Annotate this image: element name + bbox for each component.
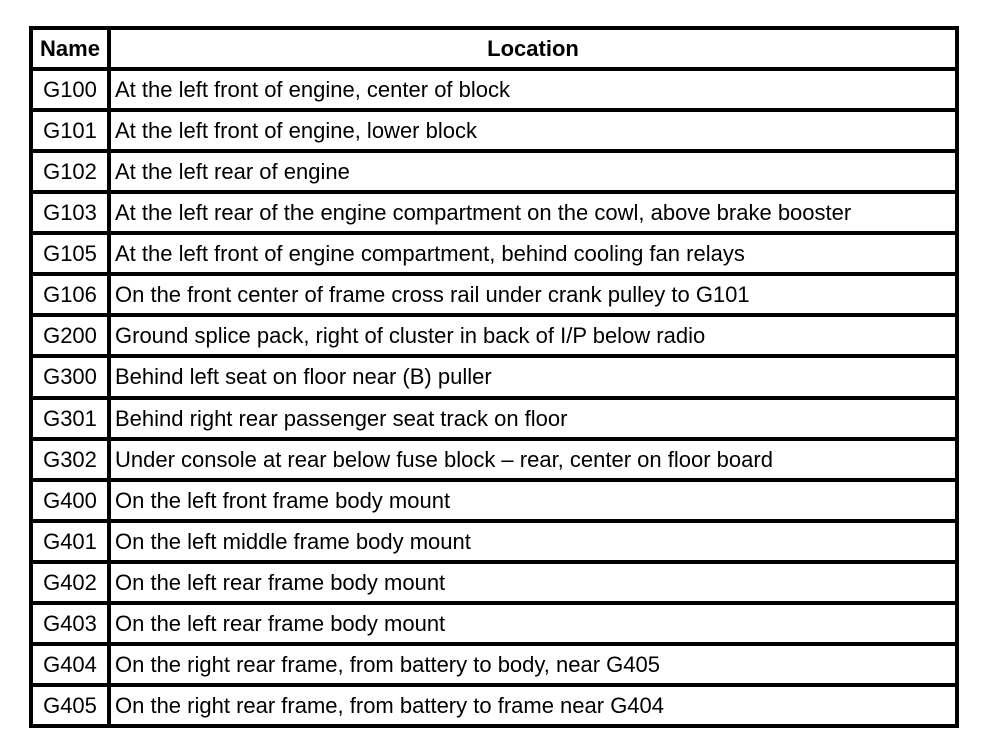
ground-name-cell: G404 [33, 646, 111, 687]
ground-location-cell: On the right rear frame, from battery to body, near G405 [111, 646, 955, 687]
ground-location-cell: Behind left seat on floor near (B) puller [111, 358, 955, 399]
ground-locations-table [33, 30, 955, 724]
ground-name-cell: G106 [33, 276, 111, 317]
ground-location-cell: At the left rear of the engine compartment on the cowl, above brake booster [111, 194, 955, 235]
table-row [33, 400, 955, 441]
ground-name-cell: G103 [33, 194, 111, 235]
table-row [33, 441, 955, 482]
ground-name-cell: G101 [33, 112, 111, 153]
table-row [33, 482, 955, 523]
ground-location-cell: Behind right rear passenger seat track on floor [111, 400, 955, 441]
table-row [33, 317, 955, 358]
ground-location-cell: At the left front of engine compartment, behind cooling fan relays [111, 235, 955, 276]
table-row [33, 358, 955, 399]
table-row [33, 276, 955, 317]
table-row [33, 71, 955, 112]
ground-locations-table-frame [29, 26, 959, 728]
table-row [33, 112, 955, 153]
ground-name-cell: G405 [33, 687, 111, 724]
ground-location-cell: At the left front of engine, lower block [111, 112, 955, 153]
ground-location-cell: On the right rear frame, from battery to frame near G404 [115, 692, 665, 718]
ground-location-cell: At the left rear of engine [111, 153, 955, 194]
ground-name-cell: G105 [33, 235, 111, 276]
table-header-row [33, 30, 955, 71]
ground-name-cell: G100 [33, 71, 111, 112]
ground-name-cell: G102 [33, 153, 111, 194]
table-row [33, 564, 955, 605]
table-row [33, 646, 955, 687]
ground-name-cell: G403 [33, 605, 111, 646]
ground-name-cell: G302 [33, 441, 111, 482]
column-header-location: Location [111, 30, 955, 71]
ground-location-cell: Ground splice pack, right of cluster in back of I/P below radio [111, 317, 955, 358]
ground-location-cell: On the left rear frame body mount [111, 564, 955, 605]
table-body [33, 71, 955, 724]
ground-name-cell: G300 [33, 358, 111, 399]
table-row [33, 235, 955, 276]
ground-location-cell: On the left rear frame body mount [111, 605, 955, 646]
ground-location-cell: At the left front of engine, center of block [111, 71, 955, 112]
ground-name-cell: G401 [33, 523, 111, 564]
ground-name-cell: G400 [33, 482, 111, 523]
column-header-name: Name [33, 30, 111, 71]
ground-name-cell: G402 [33, 564, 111, 605]
ground-location-cell: On the left front frame body mount [111, 482, 955, 523]
ground-location-cell: Under console at rear below fuse block – rear, center on floor board [111, 441, 955, 482]
ground-location-cell: On the left middle frame body mount [111, 523, 955, 564]
ground-location-cell: On the front center of frame cross rail under crank pulley to G101 [111, 276, 955, 317]
ground-name-cell: G200 [33, 317, 111, 358]
table-row [33, 194, 955, 235]
table-row [33, 153, 955, 194]
table-row [33, 687, 955, 724]
table-row [33, 605, 955, 646]
ground-name-cell: G301 [33, 400, 111, 441]
table-row [33, 523, 955, 564]
